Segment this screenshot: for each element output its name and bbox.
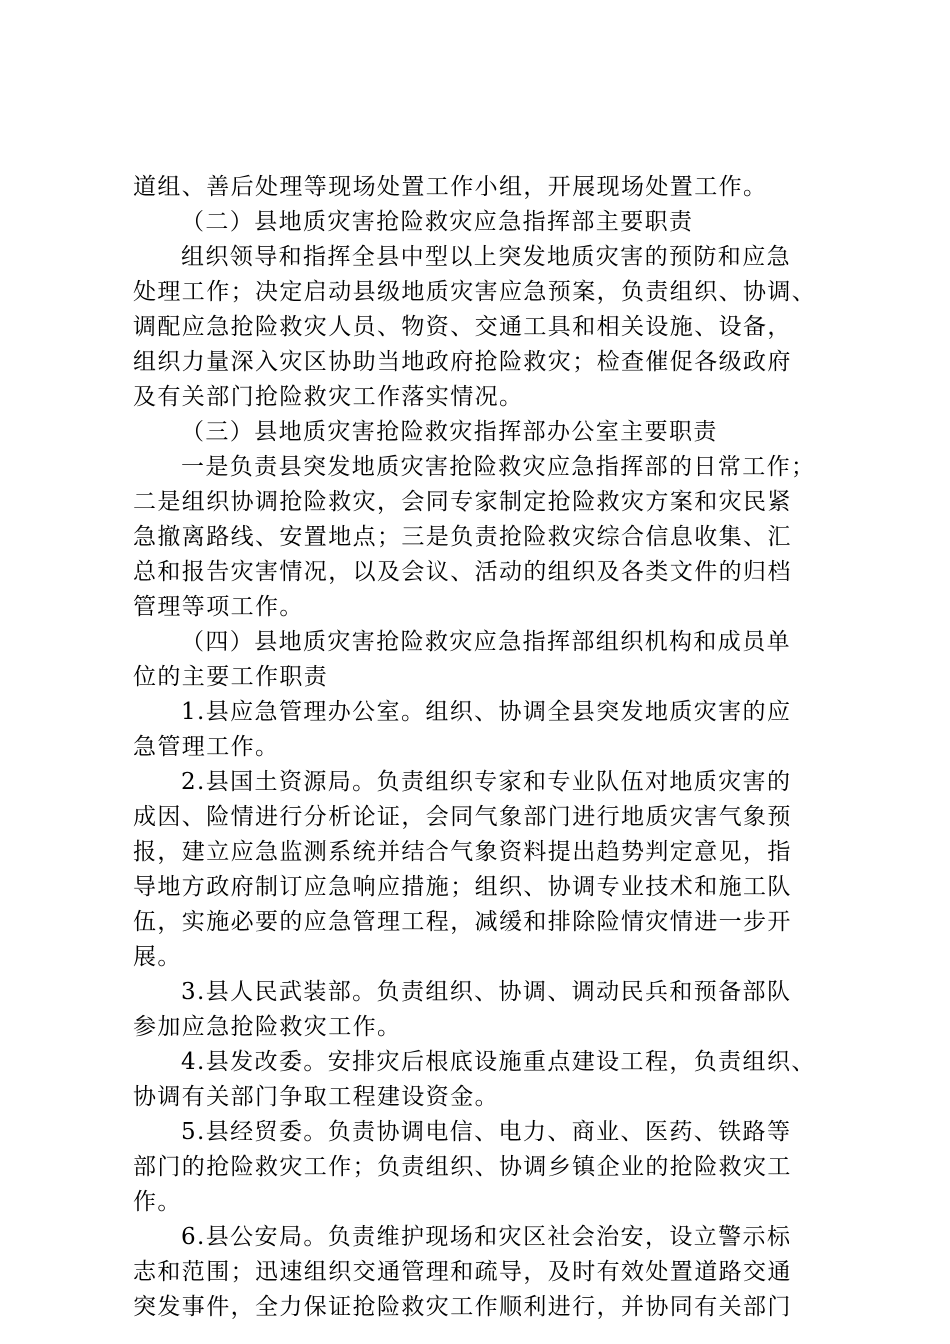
text-line: 调配应急抢险救灾人员、物资、交通工具和相关设施、设备， [133, 314, 792, 340]
list-item-2: 2.县国土资源局。负责组织专家和专业队伍对地质灾害的 [181, 769, 792, 795]
text-line: 参加应急抢险救灾工作。 [133, 1014, 402, 1040]
list-item-3: 3.县人民武装部。负责组织、协调、调动民兵和预备部队 [181, 979, 792, 1005]
text-line: 急管理工作。 [133, 734, 280, 760]
text-line: 一是负责县突发地质灾害抢险救灾应急指挥部的日常工作； [181, 454, 816, 480]
text-line: 突发事件，全力保证抢险救灾工作顺利进行，并协同有关部门 [133, 1294, 792, 1320]
text-line: 志和范围；迅速组织交通管理和疏导，及时有效处置道路交通 [133, 1259, 792, 1285]
text-line: 道组、善后处理等现场处置工作小组，开展现场处置工作。 [133, 174, 768, 200]
text-line: 成因、险情进行分析论证，会同气象部门进行地质灾害气象预 [133, 804, 792, 830]
text-line: 管理等项工作。 [133, 594, 304, 620]
text-line: 伍，实施必要的应急管理工程，减缓和排除险情灾情进一步开 [133, 909, 792, 935]
text-line: 急撤离路线、安置地点；三是负责抢险救灾综合信息收集、汇 [133, 524, 792, 550]
text-line: 部门的抢险救灾工作；负责组织、协调乡镇企业的抢险救灾工 [133, 1154, 792, 1180]
text-line: 协调有关部门争取工程建设资金。 [133, 1084, 499, 1110]
text-line: 组织力量深入灾区协助当地政府抢险救灾；检查催促各级政府 [133, 349, 792, 375]
list-item-5: 5.县经贸委。负责协调电信、电力、商业、医药、铁路等 [181, 1119, 792, 1145]
list-item-1: 1.县应急管理办公室。组织、协调全县突发地质灾害的应 [181, 699, 792, 725]
text-line: 及有关部门抢险救灾工作落实情况。 [133, 384, 524, 410]
list-item-4: 4.县发改委。安排灾后根底设施重点建设工程，负责组织、 [181, 1049, 816, 1075]
text-line: 展。 [133, 944, 182, 970]
text-line: 组织领导和指挥全县中型以上突发地质灾害的预防和应急 [181, 244, 791, 270]
list-item-6: 6.县公安局。负责维护现场和灾区社会治安，设立警示标 [181, 1224, 792, 1250]
text-line: 报，建立应急监测系统并结合气象资料提出趋势判定意见，指 [133, 839, 792, 865]
section-heading-3: （三）县地质灾害抢险救灾指挥部办公室主要职责 [181, 419, 718, 445]
text-line: 二是组织协调抢险救灾，会同专家制定抢险救灾方案和灾民紧 [133, 489, 792, 515]
text-line: 导地方政府制订应急响应措施；组织、协调专业技术和施工队 [133, 874, 792, 900]
text-line: 作。 [133, 1189, 182, 1215]
text-line: 总和报告灾害情况，以及会议、活动的组织及各类文件的归档 [133, 559, 792, 585]
text-line: 位的主要工作职责 [133, 664, 329, 690]
text-line: 处理工作；决定启动县级地质灾害应急预案，负责组织、协调、 [133, 279, 817, 305]
section-heading-4: （四）县地质灾害抢险救灾应急指挥部组织机构和成员单 [181, 629, 791, 655]
section-heading-2: （二）县地质灾害抢险救灾应急指挥部主要职责 [181, 209, 694, 235]
